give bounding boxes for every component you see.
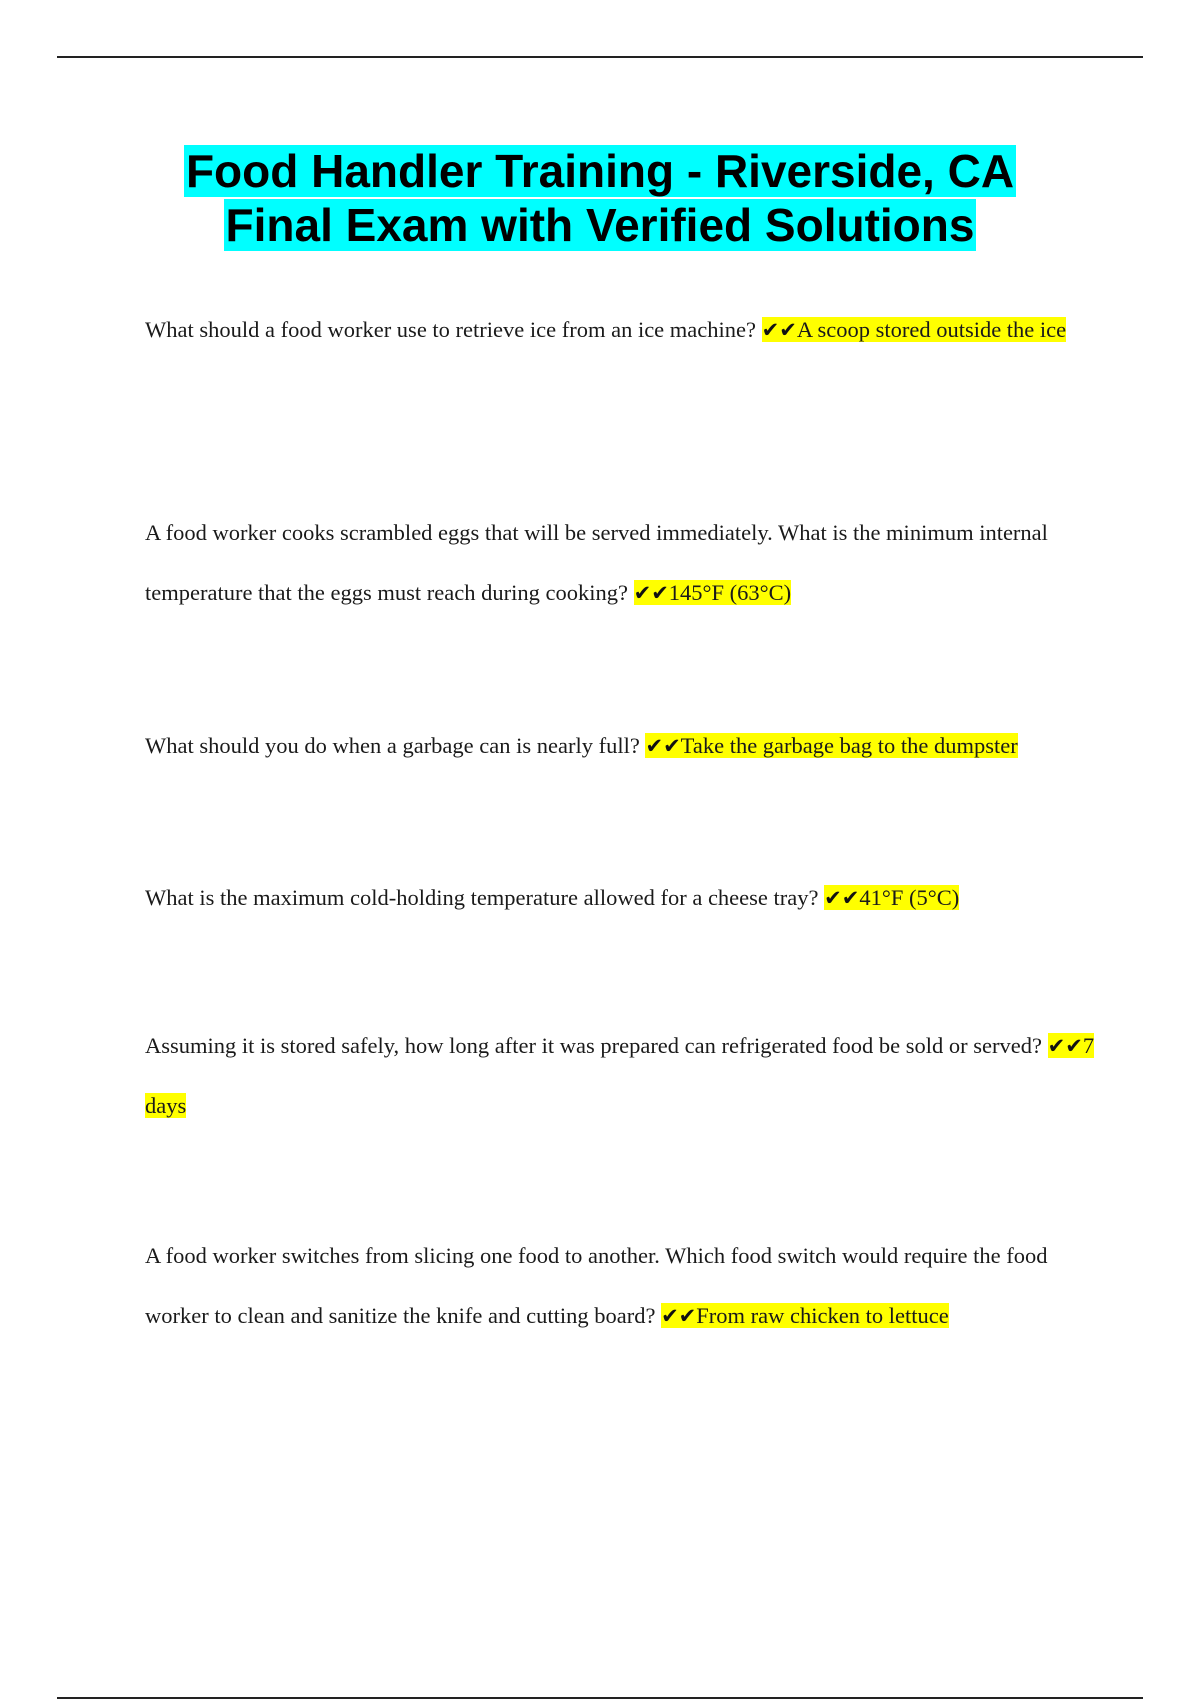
qa-item [145, 716, 1095, 776]
title-line-1: Food Handler Training - Riverside, CA [185, 145, 1015, 197]
answer-highlight [661, 1303, 949, 1328]
answer-highlight [762, 317, 1067, 342]
title-line-2: Final Exam with Verified Solutions [225, 199, 975, 251]
qa-item [145, 1226, 1095, 1346]
qa-item [145, 868, 1095, 928]
qa-item [145, 1016, 1095, 1136]
footer-rule [57, 1697, 1143, 1699]
answer-text: 145°F (63°C) [668, 580, 792, 605]
answer-highlight [634, 580, 792, 605]
answer-text: Take the garbage bag to the dumpster [680, 733, 1018, 758]
question-text: A food worker switches from slicing one food to another. Which food switch would require the food worker to clean and sanitize the knife and cutting board? [145, 1243, 1048, 1328]
question-text: A food worker cooks scrambled eggs that will be served immediately. What is the minimum internal temperature that the eggs must reach during cooking? [145, 520, 1048, 605]
answer-text: A scoop stored outside the ice [796, 317, 1067, 342]
qa-item [145, 503, 1095, 623]
qa-item [145, 300, 1095, 360]
answer-text: 7 days [145, 1033, 1095, 1118]
double-check-icon: ✔✔ [824, 886, 860, 910]
header-rule [57, 56, 1143, 58]
answer-text: From raw chicken to lettuce [696, 1303, 949, 1328]
answer-text: 41°F (5°C) [859, 885, 960, 910]
double-check-icon: ✔✔ [661, 1304, 697, 1328]
question-text: What should a food worker use to retrieve ice from an ice machine? [145, 317, 756, 342]
double-check-icon: ✔✔ [645, 734, 681, 758]
question-text: What is the maximum cold-holding temperature allowed for a cheese tray? [145, 885, 819, 910]
double-check-icon: ✔✔ [1047, 1034, 1083, 1058]
double-check-icon: ✔✔ [633, 581, 669, 605]
document-title [0, 144, 1200, 252]
answer-highlight [824, 885, 959, 910]
answer-highlight [645, 733, 1017, 758]
question-text: What should you do when a garbage can is nearly full? [145, 733, 640, 758]
double-check-icon: ✔✔ [761, 318, 797, 342]
question-text: Assuming it is stored safely, how long after it was prepared can refrigerated food be sold or served? [145, 1033, 1043, 1058]
